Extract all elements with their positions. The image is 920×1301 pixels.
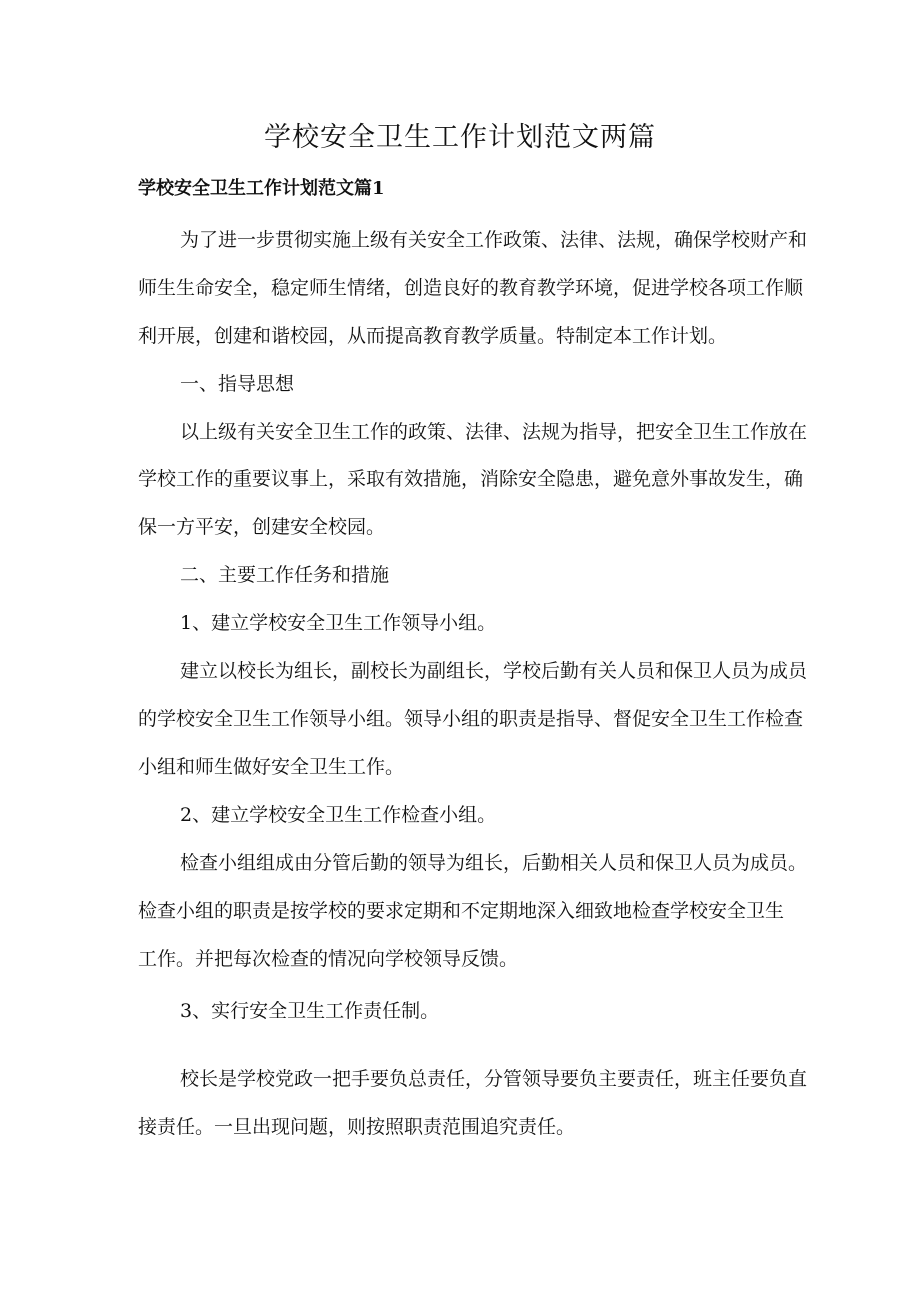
paragraph-line: 保一方平安，创建安全校园。 [138,516,386,538]
paragraph-line: 师生生命安全，稳定师生情绪，创造良好的教育教学环境，促进学校各项工作顺 [138,277,804,299]
paragraph-line: 利开展，创建和谐校园，从而提高教育教学质量。特制定本工作计划。 [138,325,728,347]
subheading-item-1: 1、建立学校安全卫生工作领导小组。 [180,612,497,634]
paragraph-line: 校长是学校党政一把手要负总责任，分管领导要负主要责任，班主任要负直 [180,1068,808,1090]
paragraph-line: 检查小组的职责是按学校的要求定期和不定期地深入细致地检查学校安全卫生 [138,900,785,922]
paragraph-line: 以上级有关安全卫生工作的政策、法律、法规为指导，把安全卫生工作放在 [180,421,808,443]
subheading-item-2: 2、建立学校安全卫生工作检查小组。 [180,804,497,826]
section-heading: 学校安全卫生工作计划范文篇1 [138,178,385,199]
paragraph-line: 为了进一步贯彻实施上级有关安全工作政策、法律、法规，确保学校财产和 [180,229,808,251]
heading-guiding-ideology: 一、指导思想 [180,373,295,395]
heading-main-tasks: 二、主要工作任务和措施 [180,564,390,586]
paragraph-line: 学校工作的重要议事上，采取有效措施，消除安全隐患，避免意外事故发生，确 [138,468,804,490]
paragraph-line: 接责任。一旦出现问题，则按照职责范围追究责任。 [138,1116,576,1138]
paragraph-line: 检查小组组成由分管后勤的领导为组长，后勤相关人员和保卫人员为成员。 [180,852,808,874]
paragraph-line: 建立以校长为组长，副校长为副组长，学校后勤有关人员和保卫人员为成员 [180,660,808,682]
subheading-item-3: 3、实行安全卫生工作责任制。 [180,1000,440,1022]
paragraph-line: 的学校安全卫生工作领导小组。领导小组的职责是指导、督促安全卫生工作检查 [138,708,804,730]
paragraph-line: 小组和师生做好安全卫生工作。 [138,756,405,778]
paragraph-line: 工作。并把每次检查的情况向学校领导反馈。 [138,948,519,970]
document-title: 学校安全卫生工作计划范文两篇 [264,122,656,153]
